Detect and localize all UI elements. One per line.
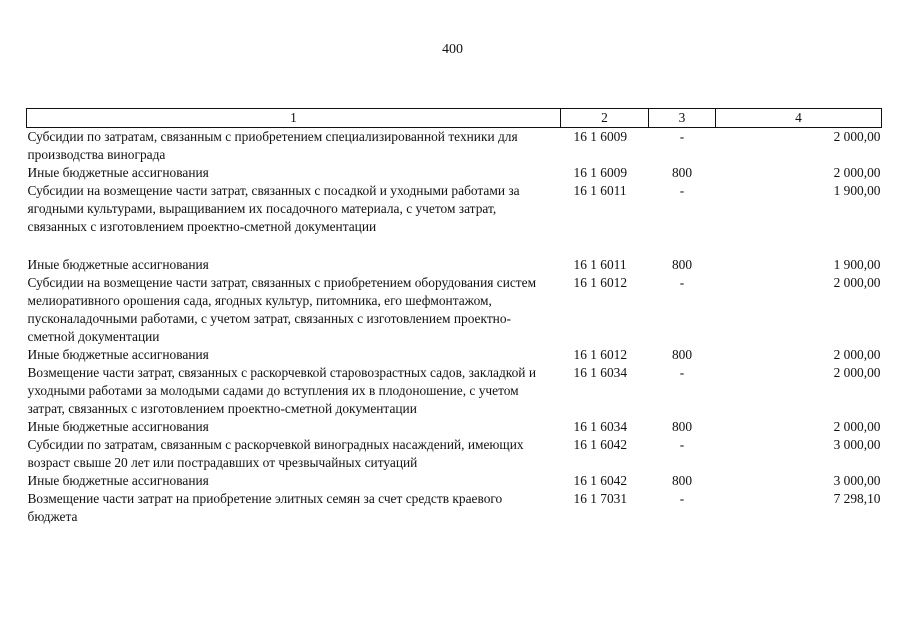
- table-row: [27, 274, 882, 346]
- row-code: 16 1 6042: [573, 473, 628, 488]
- row-type: -: [679, 437, 685, 452]
- table-header-row: [27, 109, 882, 128]
- table-row: [27, 436, 882, 472]
- row-amount: 2 000,00: [833, 165, 881, 180]
- row-name: Иные бюджетные ассигнования: [27, 419, 209, 434]
- page-number: 400: [442, 42, 463, 57]
- row-code: 16 1 6034: [573, 419, 628, 434]
- row-type: 800: [671, 473, 693, 488]
- row-name: Иные бюджетные ассигнования: [27, 473, 209, 488]
- row-type: 800: [671, 419, 693, 434]
- row-code: 16 1 6009: [573, 165, 628, 180]
- row-amount: 3 000,00: [833, 437, 881, 452]
- row-type: 800: [671, 165, 693, 180]
- row-name: Субсидии по затратам, связанным с приобретением специализированной техники для производства винограда: [27, 129, 518, 162]
- row-name: Субсидии по затратам, связанным с раскорчевкой виноградных насаждений, имеющих возраст свыше 20 лет или пострадавших от чрезвычайных ситуаций: [27, 437, 524, 470]
- row-type: -: [679, 491, 685, 506]
- header-col-3: 3: [649, 109, 716, 128]
- row-code: 16 1 6042: [573, 437, 628, 452]
- header-col-1: 1: [27, 109, 561, 128]
- row-type: -: [679, 275, 685, 290]
- table-row: [27, 164, 882, 182]
- table-row: [27, 490, 882, 526]
- row-code: 16 1 6012: [573, 347, 628, 362]
- budget-table: [26, 108, 882, 526]
- header-col-2: 2: [561, 109, 649, 128]
- row-type: -: [679, 129, 685, 144]
- row-amount: 1 900,00: [833, 257, 881, 272]
- row-type: -: [679, 183, 685, 198]
- row-name: Возмещение части затрат, связанных с раскорчевкой старовозрастных садов, закладкой и уходными работами за молодыми садами до вступления их в плодоношение, с учетом затрат, связанных с изготовлением проектно-сметной документации: [27, 365, 536, 416]
- row-amount: 2 000,00: [833, 275, 881, 290]
- row-name: Субсидии на возмещение части затрат, связанных с посадкой и уходными работами за ягодными культурами, выращиванием их посадочного материала, с учетом затрат, связанных с изготовлением проектно-сметной документации: [27, 183, 520, 234]
- row-code: 16 1 6011: [573, 257, 627, 272]
- row-amount: 3 000,00: [833, 473, 881, 488]
- table-row: [27, 472, 882, 490]
- row-code: 16 1 6034: [573, 365, 628, 380]
- table-row: [27, 346, 882, 364]
- row-type: 800: [671, 347, 693, 362]
- table-row: [27, 364, 882, 418]
- row-code: 16 1 6011: [573, 183, 627, 198]
- row-amount: 7 298,10: [833, 491, 881, 506]
- row-amount: 2 000,00: [833, 347, 881, 362]
- header-col-4: 4: [716, 109, 882, 128]
- row-type: -: [679, 365, 685, 380]
- row-amount: 2 000,00: [833, 129, 881, 144]
- row-code: 16 1 7031: [573, 491, 628, 506]
- row-code: 16 1 6012: [573, 275, 628, 290]
- table-row: [27, 128, 882, 165]
- row-type: 800: [671, 257, 693, 272]
- row-name: Субсидии на возмещение части затрат, связанных с приобретением оборудования систем мелиоративного орошения сада, ягодных культур, питомника, его шефмонтажом, пусконаладочными работами, с учетом затрат, связанных с изготовлением проектно-сметной документации: [27, 275, 537, 344]
- row-amount: 2 000,00: [833, 365, 881, 380]
- row-amount: 2 000,00: [833, 419, 881, 434]
- table-row: [27, 256, 882, 274]
- row-amount: 1 900,00: [833, 183, 881, 198]
- row-code: 16 1 6009: [573, 129, 628, 144]
- row-name: Иные бюджетные ассигнования: [27, 165, 209, 180]
- row-name: Возмещение части затрат на приобретение элитных семян за счет средств краевого бюджета: [27, 491, 503, 524]
- table-row: [27, 418, 882, 436]
- row-name: Иные бюджетные ассигнования: [27, 257, 209, 272]
- table-row: [27, 182, 882, 256]
- row-name: Иные бюджетные ассигнования: [27, 347, 209, 362]
